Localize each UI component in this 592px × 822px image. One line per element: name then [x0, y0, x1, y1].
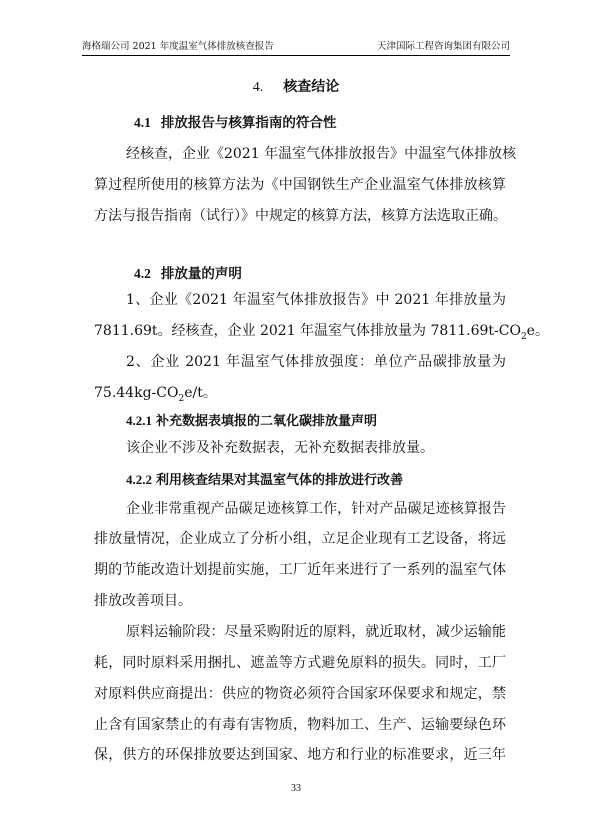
paragraph-line: 1、企业《2021 年温室气体排放报告》中 2021 年排放量为 [126, 292, 506, 308]
section-4-2-heading [134, 262, 242, 282]
paragraph-line: 保，供方的环保排放要达到国家、地方和行业的标准要求，近三年 [94, 747, 506, 763]
chapter-title: 核查结论 [283, 79, 340, 95]
header-rule [82, 55, 510, 56]
header-report-title: 海格瑞公司 2021 年度温室气体排放核查报告 [82, 41, 274, 52]
section-title: 排放量的声明 [160, 266, 242, 282]
paragraph-line: 方法与报告指南（试行）》中规定的核算方法，核算方法选取正确。 [94, 208, 507, 224]
paragraph-line: 算过程所使用的核算方法为《中国钢铁生产企业温室气体排放核算 [94, 177, 506, 193]
paragraph-line: 对原料供应商提出：供应的物资必须符合国家环保要求和规定，禁 [94, 686, 506, 702]
section-number: 4.2 [134, 266, 151, 281]
header-company-name: 天津国际工程咨询集团有限公司 [376, 41, 510, 52]
paragraph-line: 排放量情况，企业成立了分析小组，立足企业现有工艺设备，将远 [94, 531, 506, 547]
paragraph-line: 止含有国家禁止的有毒有害物质，物料加工、生产、运输要绿色环 [94, 717, 506, 733]
section-4-1-heading [134, 111, 336, 131]
chapter-heading [82, 76, 510, 96]
section-title: 利用核查结果对其温室气体的排放进行改善 [156, 473, 404, 488]
paragraph-line: 企业非常重视产品碳足迹核算工作，针对产品碳足迹核算报告 [126, 501, 506, 517]
section-4-2-1-heading [126, 410, 377, 429]
section-number: 4.2.2 [126, 472, 152, 487]
paragraph-line: 该企业不涉及补充数据表，无补充数据表排放量。 [126, 440, 434, 456]
section-number: 4.2.1 [126, 413, 152, 428]
page-number: 33 [291, 783, 301, 794]
paragraph-line: 经核查，企业《2021 年温室气体排放报告》中温室气体排放核 [126, 146, 517, 162]
paragraph-line: 期的节能改造计划提前实施，工厂近年来进行了一系列的温室气体 [94, 562, 506, 578]
chapter-number: 4. [252, 80, 264, 95]
paragraph-line: 原料运输阶段：尽量采购附近的原料，就近取材，减少运输能 [126, 624, 506, 640]
section-number: 4.1 [134, 115, 151, 130]
section-title: 排放报告与核算指南的符合性 [160, 115, 337, 131]
running-header [82, 40, 510, 54]
paragraph-line: 耗，同时原料采用捆扎、遮盖等方式避免原料的损失。同时，工厂 [94, 655, 506, 671]
paragraph-line: 排放改善项目。 [94, 593, 192, 609]
paragraph-line: 7811.69t。经核查，企业 2021 年温室气体排放量为 $7811.69t-CO_2e$。 [94, 323, 549, 342]
paragraph-line: 2、企业 2021 年温室气体排放强度：单位产品碳排放量为 [126, 354, 506, 370]
section-title: 补充数据表填报的二氧化碳排放量声明 [156, 414, 378, 429]
paragraph-line: $75.44kg-CO_2e/t$。 [94, 385, 217, 404]
section-4-2-2-heading [126, 469, 403, 488]
